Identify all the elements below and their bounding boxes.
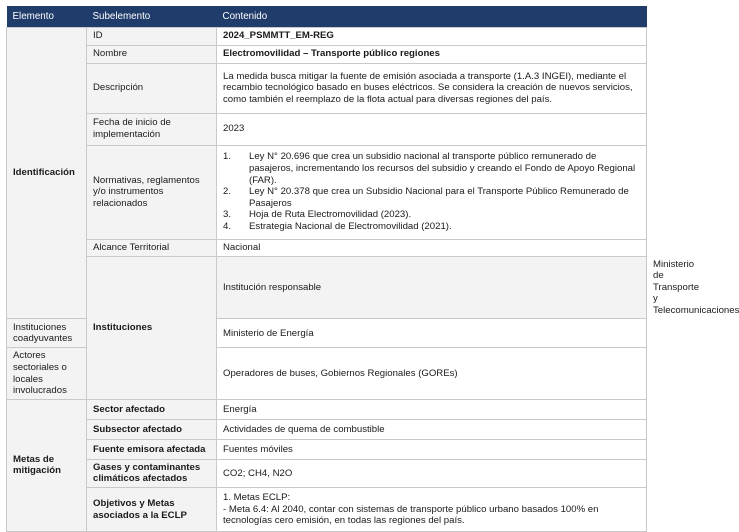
value-coadyuvantes: Ministerio de Energía [217,319,647,348]
list-item-number: 3. [223,209,232,221]
list-item-text: Estrategia Nacional de Electromovilidad (2021). [249,220,452,232]
list-item-number: 2. [223,186,232,198]
table-row [7,239,647,256]
label-alcance: Alcance Territorial [87,239,217,256]
list-item-number: 1. [223,151,232,163]
label-fecha: Fecha de inicio de implementación [87,113,217,145]
section-instituciones: Instituciones [87,256,217,399]
table-row: Instituciones Institución responsable Ministerio de Transporte y Telecomunicaciones [7,256,647,319]
measure-table [6,6,739,532]
objetivos-heading: 1. Metas ECLP: [223,492,291,504]
label-normativas: Normativas, reglamentos y/o instrumentos relacionados [87,145,217,239]
table-row [7,459,647,487]
normativas-list [223,151,640,232]
list-item-text: Ley N° 20.696 que crea un subsidio nacional al transporte público remunerado de pasajeros, incrementando los recursos del subsidio y creando el Fondo de Apoyo Regional (FAR). [249,151,636,186]
list-item-number: 4. [223,220,232,232]
label-responsable: Institución responsable [217,256,647,319]
label-gases: Gases y contaminantes climáticos afectados [87,459,217,487]
table-row [7,63,647,113]
list-item [223,209,640,221]
value-subsector: Actividades de quema de combustible [217,419,647,439]
list-item [223,151,640,186]
label-actores: Actores sectoriales o locales involucrados [7,348,87,399]
value-id: 2024_PSMMTT_EM-REG [217,27,647,45]
table-row [7,27,647,45]
label-coadyuvantes: Instituciones coadyuvantes [7,319,87,348]
value-sector: Energía [217,399,647,419]
table-row [7,488,647,532]
table-row [7,45,647,63]
label-subsector: Subsector afectado [87,419,217,439]
value-gases: CO2; CH4, N2O [217,459,647,487]
value-objetivos [217,488,647,532]
table-row [7,439,647,459]
header-subelemento: Subelemento [87,6,217,27]
section-metas: Metas de mitigación [7,399,87,531]
value-alcance: Nacional [217,239,647,256]
section-identificacion: Identificación [7,27,87,319]
list-item [223,221,640,233]
list-item-text: Hoja de Ruta Electromovilidad (2023). [249,209,412,221]
label-id: ID [87,27,217,45]
value-normativas [217,145,647,239]
label-sector: Sector afectado [87,399,217,419]
value-fuente: Fuentes móviles [217,439,647,459]
label-objetivos: Objetivos y Metas asociados a la ECLP [87,488,217,532]
value-descripcion: La medida busca mitigar la fuente de emisión asociada a transporte (1.A.3 INGEI), mediante el recambio tecnológico basado en buses eléctricos. Se considera la creación de nuevos servicios, como también el reemplazo de la flota actual para diversas regiones del país. [217,63,647,113]
list-item [223,186,640,209]
value-nombre: Electromovilidad – Transporte público regiones [217,45,647,63]
value-actores: Operadores de buses, Gobiernos Regionales (GOREs) [217,348,647,399]
table-header-row [7,6,647,27]
label-descripcion: Descripción [87,63,217,113]
measure-sheet [6,6,739,532]
header-contenido: Contenido [217,6,647,27]
table-row [7,419,647,439]
value-fecha: 2023 [217,113,647,145]
table-row [7,399,647,419]
header-elemento: Elemento [7,6,87,27]
table-row [7,145,647,239]
list-item-text: Ley N° 20.378 que crea un Subsidio Nacional para el Transporte Público Remunerado de Pasajeros [249,186,629,209]
label-fuente: Fuente emisora afectada [87,439,217,459]
table-row [7,113,647,145]
label-nombre: Nombre [87,45,217,63]
objetivos-meta: - Meta 6.4: Al 2040, contar con sistemas de transporte público urbano basados 100% en tecnologías cero emisión, en todas las regiones del país. [223,503,599,527]
